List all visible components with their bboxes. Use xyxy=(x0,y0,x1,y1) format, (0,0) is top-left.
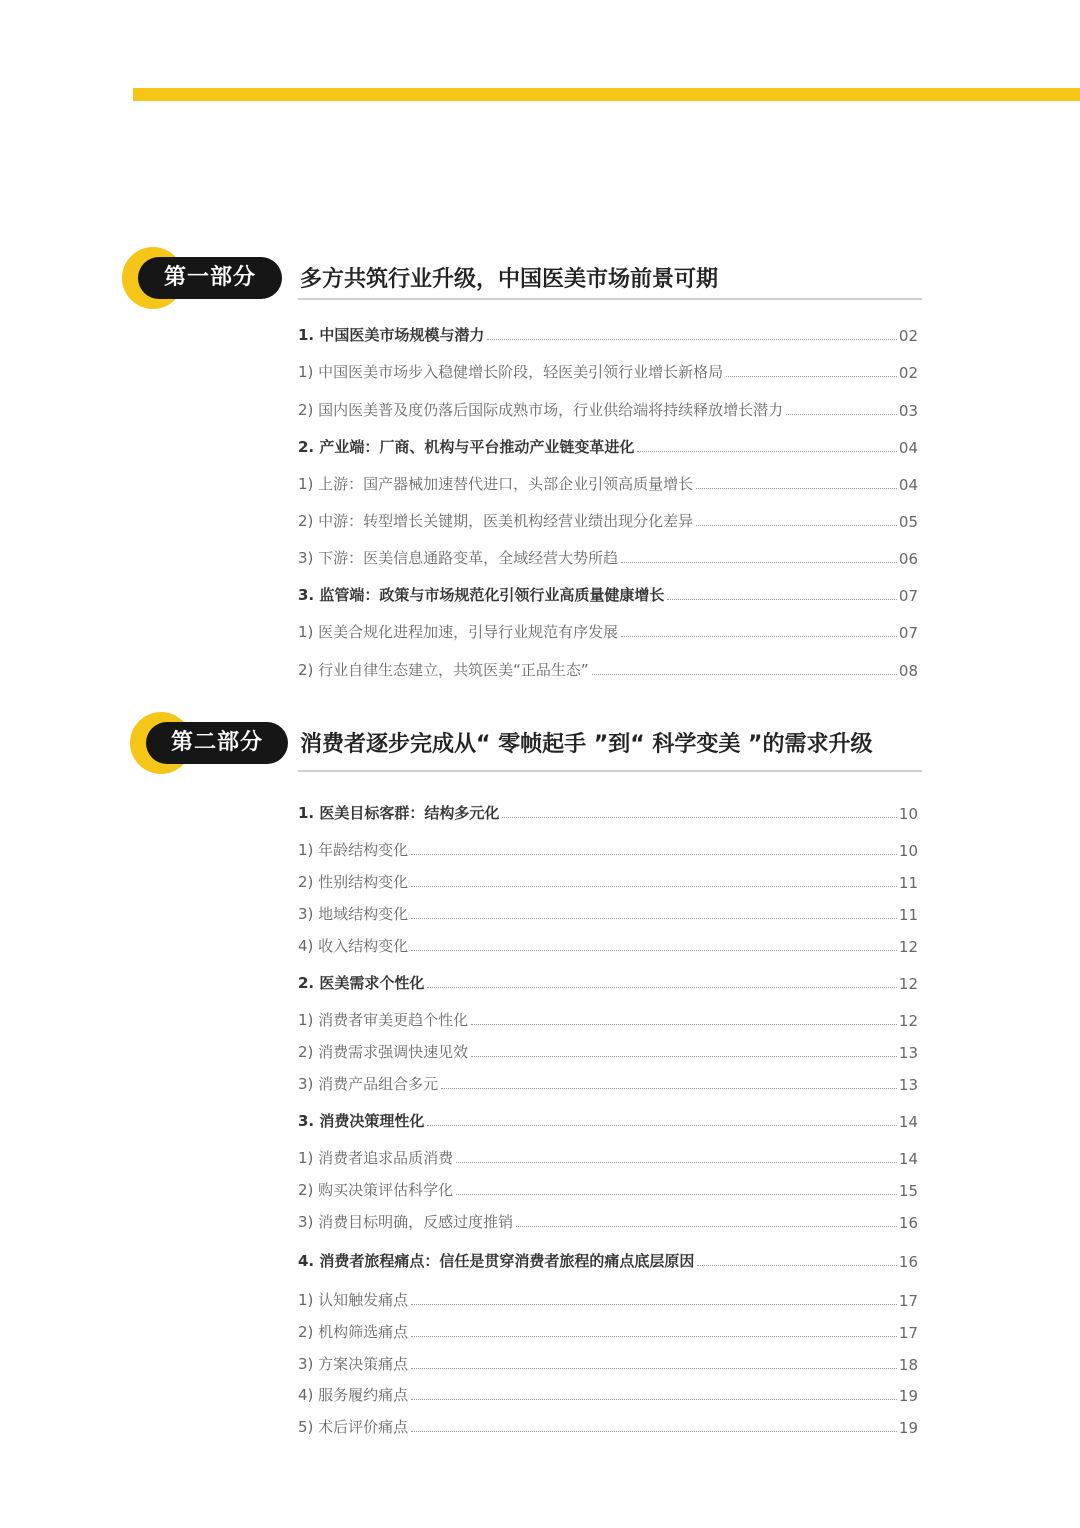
part1-title-rule xyxy=(298,298,922,300)
toc-entry-label: 1. 医美目标客群：结构多元化 xyxy=(298,804,500,822)
toc-page-number: 12 xyxy=(898,938,918,956)
toc-subsection-entry[interactable] xyxy=(298,932,918,956)
toc-subsection-entry[interactable] xyxy=(298,1413,918,1437)
toc-page-number: 02 xyxy=(898,364,918,382)
toc-page-number: 15 xyxy=(898,1182,918,1200)
part1-badge: 第一部分 xyxy=(138,257,282,299)
toc-chapter-entry[interactable] xyxy=(298,581,918,605)
toc-page-number: 16 xyxy=(898,1253,918,1271)
toc-subsection-entry[interactable] xyxy=(298,1144,918,1168)
toc-entry-label: 4. 消费者旅程痛点：信任是贯穿消费者旅程的痛点底层原因 xyxy=(298,1252,695,1270)
toc-subsection-entry[interactable] xyxy=(298,1176,918,1200)
toc-subsection-entry[interactable] xyxy=(298,544,918,568)
toc-dot-leader xyxy=(456,1194,897,1195)
toc-entry-label: 3. 消费决策理性化 xyxy=(298,1112,425,1130)
toc-subsection-entry[interactable] xyxy=(298,470,918,494)
toc-dot-leader xyxy=(621,562,897,563)
part2-title-rule xyxy=(298,770,922,772)
toc-dot-leader xyxy=(456,1162,897,1163)
toc-subsection-entry[interactable] xyxy=(298,656,918,680)
toc-dot-leader xyxy=(411,1304,897,1305)
toc-page-number: 06 xyxy=(898,550,918,568)
toc-subsection-entry[interactable] xyxy=(298,900,918,924)
toc-dot-leader xyxy=(487,339,897,340)
toc-subsection-entry[interactable] xyxy=(298,1286,918,1310)
toc-entry-label: 3) 消费产品组合多元 xyxy=(298,1075,439,1093)
toc-page-number: 12 xyxy=(898,1012,918,1030)
toc-entry-label: 3. 监管端：政策与市场规范化引领行业高质量健康增长 xyxy=(298,586,665,604)
toc-dot-leader xyxy=(502,817,897,818)
toc-entry-label: 2) 性别结构变化 xyxy=(298,873,409,891)
toc-chapter-entry[interactable] xyxy=(298,799,918,823)
toc-entry-label: 1. 中国医美市场规模与潜力 xyxy=(298,326,485,344)
part1-title: 多方共筑行业升级，中国医美市场前景可期 xyxy=(300,267,719,292)
toc-dot-leader xyxy=(637,451,897,452)
toc-page-number: 04 xyxy=(898,476,918,494)
toc-dot-leader xyxy=(411,1431,897,1432)
toc-subsection-entry[interactable] xyxy=(298,1318,918,1342)
toc-subsection-entry[interactable] xyxy=(298,1006,918,1030)
toc-dot-leader xyxy=(411,1368,897,1369)
section-header-part2 xyxy=(0,710,1080,780)
toc-subsection-entry[interactable] xyxy=(298,396,918,420)
toc-subsection-entry[interactable] xyxy=(298,507,918,531)
toc-dot-leader xyxy=(697,1265,897,1266)
toc-page-number: 14 xyxy=(898,1150,918,1168)
toc-entry-label: 1) 医美合规化进程加速，引导行业规范有序发展 xyxy=(298,623,619,641)
toc-entry-label: 2) 中游：转型增长关键期，医美机构经营业绩出现分化差异 xyxy=(298,512,694,530)
toc-dot-leader xyxy=(427,987,897,988)
toc-subsection-entry[interactable] xyxy=(298,618,918,642)
toc-entry-label: 4) 服务履约痛点 xyxy=(298,1386,409,1404)
toc-entry-label: 3) 消费目标明确，反感过度推销 xyxy=(298,1213,514,1231)
toc-page-number: 19 xyxy=(898,1387,918,1405)
toc-page-number: 10 xyxy=(898,842,918,860)
toc-page-number: 08 xyxy=(898,662,918,680)
part2-badge: 第二部分 xyxy=(146,722,288,764)
toc-dot-leader xyxy=(667,599,897,600)
toc-page-number: 14 xyxy=(898,1113,918,1131)
toc-entry-label: 2) 行业自律生态建立，共筑医美“正品生态” xyxy=(298,661,589,679)
toc-entry-label: 2. 医美需求个性化 xyxy=(298,974,425,992)
toc-dot-leader xyxy=(427,1125,897,1126)
toc-entry-label: 2) 购买决策评估科学化 xyxy=(298,1181,454,1199)
toc-page-number: 10 xyxy=(898,805,918,823)
toc-entry-label: 1) 消费者审美更趋个性化 xyxy=(298,1011,469,1029)
toc-page-number: 02 xyxy=(898,327,918,345)
toc-page-number: 12 xyxy=(898,975,918,993)
toc-dot-leader xyxy=(441,1088,897,1089)
toc-subsection-entry[interactable] xyxy=(298,1038,918,1062)
toc-dot-leader xyxy=(696,488,897,489)
toc-page-number: 17 xyxy=(898,1324,918,1342)
toc-dot-leader xyxy=(411,886,897,887)
toc-subsection-entry[interactable] xyxy=(298,836,918,860)
toc-page-number: 04 xyxy=(898,439,918,457)
toc-page-number: 19 xyxy=(898,1419,918,1437)
toc-entry-label: 1) 年龄结构变化 xyxy=(298,841,409,859)
toc-page-number: 07 xyxy=(898,587,918,605)
toc-dot-leader xyxy=(592,674,897,675)
toc-dot-leader xyxy=(411,1336,897,1337)
toc-entry-label: 4) 收入结构变化 xyxy=(298,937,409,955)
toc-chapter-entry[interactable] xyxy=(298,969,918,993)
section-header-part1 xyxy=(0,244,1080,314)
toc-entry-label: 5) 术后评价痛点 xyxy=(298,1418,409,1436)
toc-subsection-entry[interactable] xyxy=(298,1350,918,1374)
toc-page-number: 07 xyxy=(898,624,918,642)
toc-page-number: 11 xyxy=(898,874,918,892)
toc-page-number: 11 xyxy=(898,906,918,924)
toc-chapter-entry[interactable] xyxy=(298,1247,918,1271)
toc-dot-leader xyxy=(726,376,897,377)
top-accent-bar xyxy=(133,88,1080,101)
toc-dot-leader xyxy=(411,854,897,855)
toc-dot-leader xyxy=(786,414,897,415)
toc-entry-label: 1) 中国医美市场步入稳健增长阶段，轻医美引领行业增长新格局 xyxy=(298,363,724,381)
toc-dot-leader xyxy=(411,1399,897,1400)
toc-entry-label: 3) 地域结构变化 xyxy=(298,905,409,923)
toc-chapter-entry[interactable] xyxy=(298,1107,918,1131)
toc-dot-leader xyxy=(621,636,897,637)
toc-entry-label: 1) 消费者追求品质消费 xyxy=(298,1149,454,1167)
toc-dot-leader xyxy=(696,525,897,526)
toc-chapter-entry[interactable] xyxy=(298,321,918,345)
toc-entry-label: 3) 方案决策痛点 xyxy=(298,1355,409,1373)
toc-subsection-entry[interactable] xyxy=(298,868,918,892)
toc-dot-leader xyxy=(516,1226,897,1227)
toc-entry-label: 2) 消费需求强调快速见效 xyxy=(298,1043,469,1061)
toc-dot-leader xyxy=(411,918,897,919)
toc-page-number: 16 xyxy=(898,1214,918,1232)
toc-dot-leader xyxy=(471,1024,897,1025)
toc-page-number: 13 xyxy=(898,1076,918,1094)
toc-page-number: 13 xyxy=(898,1044,918,1062)
toc-subsection-entry[interactable] xyxy=(298,1070,918,1094)
toc-page-number: 03 xyxy=(898,402,918,420)
toc-page-number: 05 xyxy=(898,513,918,531)
toc-subsection-entry[interactable] xyxy=(298,358,918,382)
toc-chapter-entry[interactable] xyxy=(298,433,918,457)
toc-entry-label: 3) 下游：医美信息通路变革，全域经营大势所趋 xyxy=(298,549,619,567)
part2-title: 消费者逐步完成从“ 零帧起手 ”到“ 科学变美 ”的需求升级 xyxy=(300,732,873,757)
toc-subsection-entry[interactable] xyxy=(298,1208,918,1232)
toc-dot-leader xyxy=(471,1056,897,1057)
toc-page-number: 17 xyxy=(898,1292,918,1310)
toc-page-number: 18 xyxy=(898,1356,918,1374)
toc-subsection-entry[interactable] xyxy=(298,1381,918,1405)
toc-entry-label: 2) 机构筛选痛点 xyxy=(298,1323,409,1341)
toc-dot-leader xyxy=(411,950,897,951)
toc-entry-label: 2. 产业端：厂商、机构与平台推动产业链变革进化 xyxy=(298,438,635,456)
toc-entry-label: 1) 认知触发痛点 xyxy=(298,1291,409,1309)
toc-entry-label: 1) 上游：国产器械加速替代进口，头部企业引领高质量增长 xyxy=(298,475,694,493)
toc-entry-label: 2) 国内医美普及度仍落后国际成熟市场，行业供给端将持续释放增长潜力 xyxy=(298,401,784,419)
